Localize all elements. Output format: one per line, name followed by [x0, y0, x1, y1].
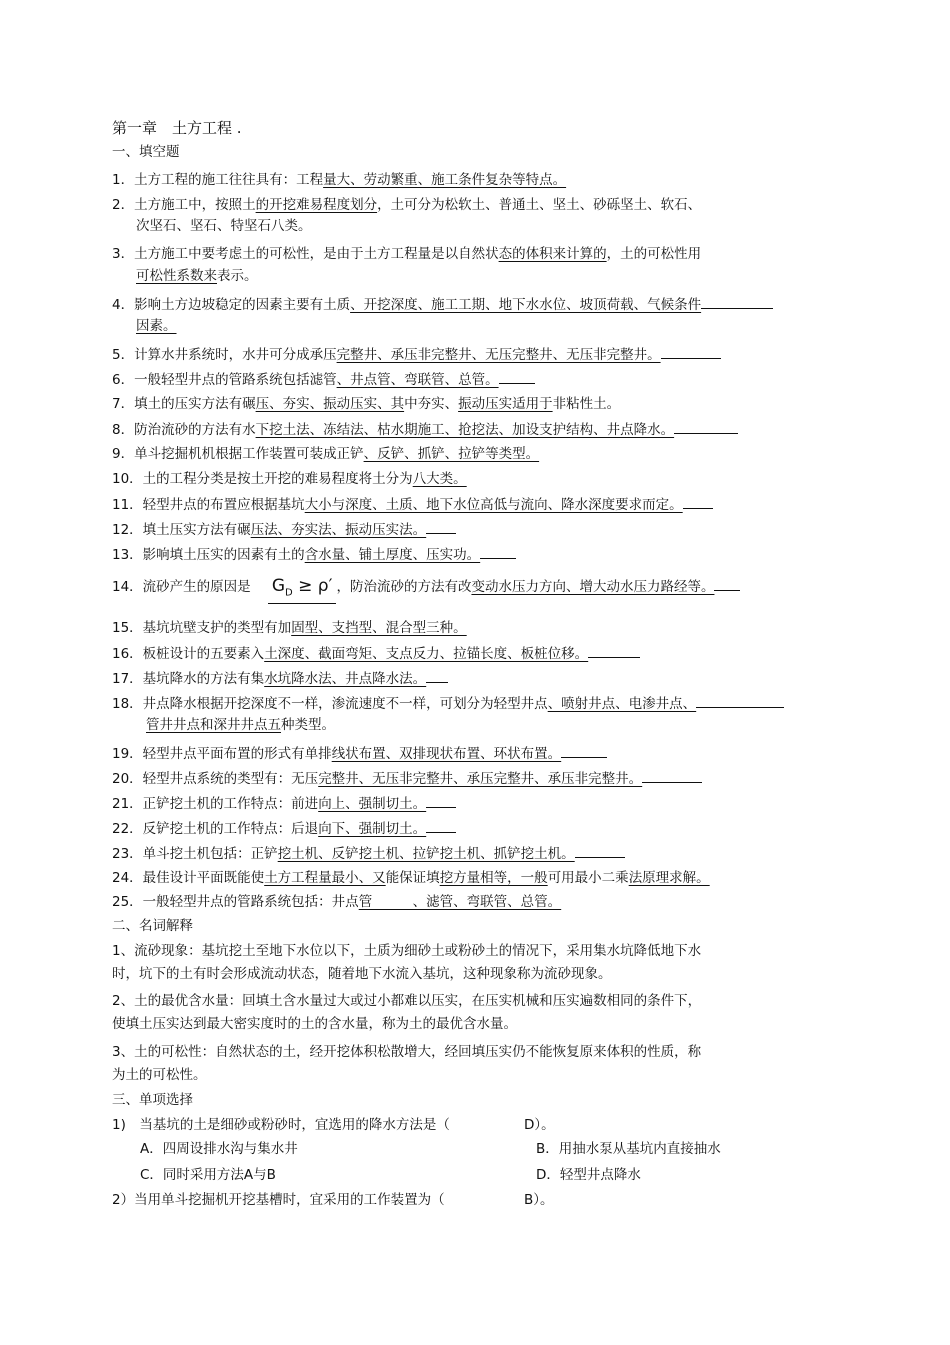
fill-item-23: 23．单斗挖土机包括：正铲挖土机、反铲挖土机、拉铲挖土机、抓铲挖土机。 [112, 843, 625, 864]
question-1-answer: D）。 [524, 1117, 555, 1133]
fill-item-13: 13．影响填土压实的因素有土的含水量、铺土厚度、压实功。 [112, 544, 516, 565]
term-3-line-1: 3、土的可松性：自然状态的土，经开挖体积松散增大，经回填压实仍不能恢复原来体积的性质，称 [112, 1044, 702, 1060]
fill-item-4-cont: 因素。 [136, 318, 177, 334]
term-1-line-2: 时，坑下的土有时会形成流动状态，随着地下水流入基坑，这种现象称为流砂现象。 [112, 966, 612, 982]
fill-item-5: 5．计算水井系统时，水井可分成承压完整井、承压非完整井、无压完整井、无压非完整井。 [112, 344, 721, 365]
fill-item-25: 25．一般轻型井点的管路系统包括：井点管 、滤管、弯联管、总管。 [112, 894, 562, 910]
fill-item-10: 10．土的工程分类是按土开挖的难易程度将土分为八大类。 [112, 471, 467, 487]
term-2-line-2: 使填土压实达到最大密实度时的土的含水量，称为土的最优含水量。 [112, 1016, 517, 1032]
fill-item-21: 21．正铲挖土机的工作特点：前进向上、强制切土。 [112, 793, 456, 814]
question-1-option-b: B．用抽水泵从基坑内直接抽水 [536, 1141, 721, 1157]
fill-item-3-cont: 可松性系数来表示。 [136, 268, 258, 284]
fill-item-8: 8．防治流砂的方法有水下挖土法、冻结法、枯水期施工、抢挖法、加设支护结构、井点降水。 [112, 419, 738, 440]
formula: $G_D \ge \rho'$ [268, 576, 337, 604]
fill-item-18: 18．井点降水根据开挖深度不一样，渗流速度不一样，可划分为轻型井点、喷射井点、电渗井点、 [112, 693, 784, 714]
fill-item-15: 15．基坑坑壁支护的类型有加固型、支挡型、混合型三种。 [112, 620, 467, 636]
fill-item-9: 9．单斗挖掘机机根据工作装置可装成正铲、反铲、抓铲、拉铲等类型。 [112, 446, 540, 462]
question-1-option-c: C．同时采用方法A与B [140, 1167, 276, 1183]
fill-item-18-cont: 管井井点和深井井点五种类型。 [146, 717, 335, 733]
fill-item-1: 1．土方工程的施工往往具有：工程量大、劳动繁重、施工条件复杂等特点。 [112, 172, 567, 188]
fill-item-3: 3．土方施工中要考虑土的可松性，是由于土方工程量是以自然状态的体积来计算的，土的可松性用 [112, 246, 702, 262]
term-3-line-2: 为土的可松性。 [112, 1067, 207, 1083]
fill-item-14: 14．流砂产生的原因是 $G_D \ge \rho'$ ，防治流砂的方法有改变动水压力方向、增大动水压力路经等。 [112, 576, 740, 604]
fill-item-20: 20．轻型井点系统的类型有：无压完整井、无压非完整井、承压完整井、承压非完整井。 [112, 768, 702, 789]
fill-item-16: 16．板桩设计的五要素入土深度、截面弯矩、支点反力、拉锚长度、板桩位移。 [112, 643, 640, 664]
fill-item-24: 24．最佳设计平面既能使土方工程量最小、又能保证填挖方量相等，一般可用最小二乘法原理求解。 [112, 870, 710, 886]
question-2-answer: B）。 [524, 1192, 554, 1208]
question-1-option-d: D．轻型井点降水 [536, 1167, 641, 1183]
fill-item-2-cont: 次坚石、坚石、特坚石八类。 [136, 218, 312, 234]
fill-item-19: 19．轻型井点平面布置的形式有单排线状布置、双排现状布置、环状布置。 [112, 743, 607, 764]
question-2: 2）当用单斗挖掘机开挖基槽时，宜采用的工作装置为（ [112, 1192, 445, 1208]
section-fill-heading: 一、填空题 [112, 144, 180, 160]
question-1: 1) 当基坑的土是细砂或粉砂时，宜选用的降水方法是（ [112, 1117, 450, 1133]
fill-item-4: 4．影响土方边坡稳定的因素主要有土质、开挖深度、施工工期、地下水水位、坡顶荷载、气候条件 [112, 294, 773, 315]
question-1-option-a: A．四周设排水沟与集水井 [140, 1141, 298, 1157]
fill-item-6: 6．一般轻型井点的管路系统包括滤管、井点管、弯联管、总管。 [112, 369, 535, 390]
fill-item-17: 17．基坑降水的方法有集水坑降水法、井点降水法。 [112, 668, 448, 689]
fill-item-7: 7．填土的压实方法有碾压、夯实、振动压实、其中夯实、振动压实适用于非粘性土。 [112, 396, 621, 412]
fill-item-22: 22．反铲挖土机的工作特点：后退向下、强制切土。 [112, 818, 456, 839]
fill-item-11: 11．轻型井点的布置应根据基坑大小与深度、土质、地下水位高低与流向、降水深度要求而定。 [112, 494, 713, 515]
section-choice-heading: 三、单项选择 [112, 1092, 193, 1108]
fill-item-2: 2．土方施工中，按照土的开挖难易程度划分，土可分为松软土、普通土、坚土、砂砾坚土、软石、 [112, 197, 702, 213]
section-terms-heading: 二、名词解释 [112, 918, 193, 934]
term-1-line-1: 1、流砂现象：基坑挖土至地下水位以下，土质为细砂土或粉砂土的情况下，采用集水坑降低地下水 [112, 943, 702, 959]
chapter-title: 第一章 土方工程 . [112, 119, 242, 137]
term-2-line-1: 2、土的最优含水量：回填土含水量过大或过小都难以压实，在压实机械和压实遍数相同的条件下， [112, 993, 702, 1009]
fill-item-12: 12．填土压实方法有碾压法、夯实法、振动压实法。 [112, 519, 456, 540]
